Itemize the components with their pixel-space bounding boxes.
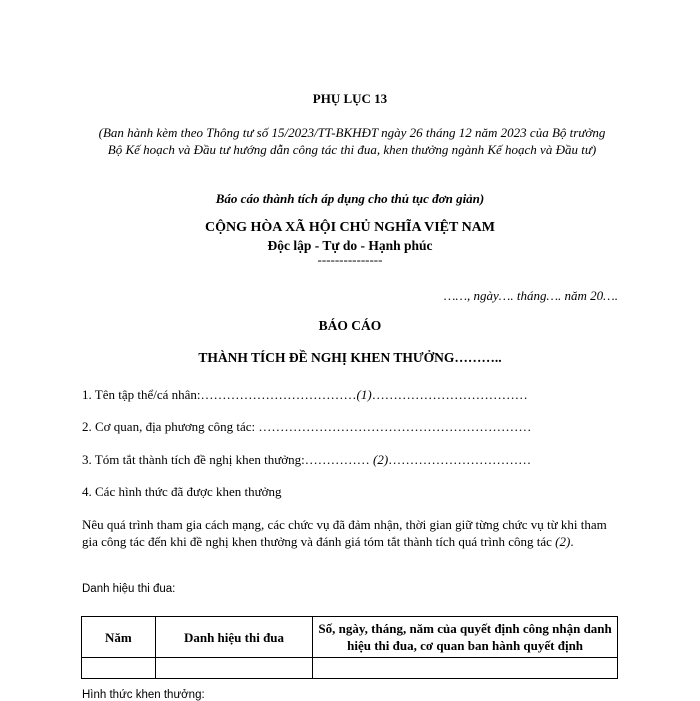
item-workplace: 2. Cơ quan, địa phương công tác: ……………………………………………………… [82,419,532,434]
national-motto: Độc lập - Tự do - Hạnh phúc [267,238,433,253]
paragraph-text: Nêu quá trình tham gia cách mạng, các chức vụ đã đảm nhận, thời gian giữ từng chức vụ từ khi tham gia công tác đến khi đề nghị khen thưởng và đánh giá tóm tắt thành tích quá trình công tác [82,517,607,549]
table-cell [82,658,156,679]
table-cell [155,658,312,679]
item-awards: 4. Các hình thức đã được khen thưởng [82,484,282,499]
item-name-suffix: ……………………………… [371,387,528,402]
nation-name: CỘNG HÒA XÃ HỘI CHỦ NGHĨA VIỆT NAM [204,220,495,235]
table-header-row [82,617,618,658]
table-cell [313,658,618,679]
item-summary-prefix: 3. Tóm tắt thành tích đề nghị khen thưởng:…………… [82,452,373,467]
appendix-title: PHỤ LỤC 13 [312,91,388,106]
item-summary-suffix: …………………………… [388,452,532,467]
report-type: Báo cáo thành tích áp dụng cho thủ tục đơn giản) [215,191,485,206]
table-row [82,658,618,679]
item-name [82,387,528,403]
report-title: BÁO CÁO [318,318,382,333]
item-summary [82,452,531,468]
label-emulation-titles: Danh hiệu thi đua: [82,583,176,595]
instruction-paragraph [82,516,622,550]
date-line: ……, ngày…. tháng…. năm 20…. [443,288,618,303]
header-decision: Số, ngày, tháng, năm của quyết định công nhận danh hiệu thi đua, cơ quan ban hành quyết định [313,617,618,658]
item-name-prefix: 1. Tên tập thể/cá nhân:……………………………… [82,387,357,402]
report-subtitle: THÀNH TÍCH ĐỀ NGHỊ KHEN THƯỞNG……….. [198,350,502,365]
paragraph-footnote: (2) [555,534,571,549]
footnote-2: (2) [372,452,389,467]
header-title: Danh hiệu thi đua [155,617,312,658]
emulation-table [81,616,618,679]
header-year: Năm [82,617,156,658]
footnote-1: (1) [356,387,372,402]
divider-line: --------------- [317,252,383,267]
label-award-forms: Hình thức khen thưởng: [82,689,205,701]
paragraph-end: . [570,534,574,549]
appendix-note: (Ban hành kèm theo Thông tư số 15/2023/TT-BKHĐT ngày 26 tháng 12 năm 2023 của Bộ trưởng Bộ Kế hoạch và Đầu tư hướng dẫn công tác thi đua, khen thưởng ngành Kế hoạch và Đầu tư) [98,125,606,157]
